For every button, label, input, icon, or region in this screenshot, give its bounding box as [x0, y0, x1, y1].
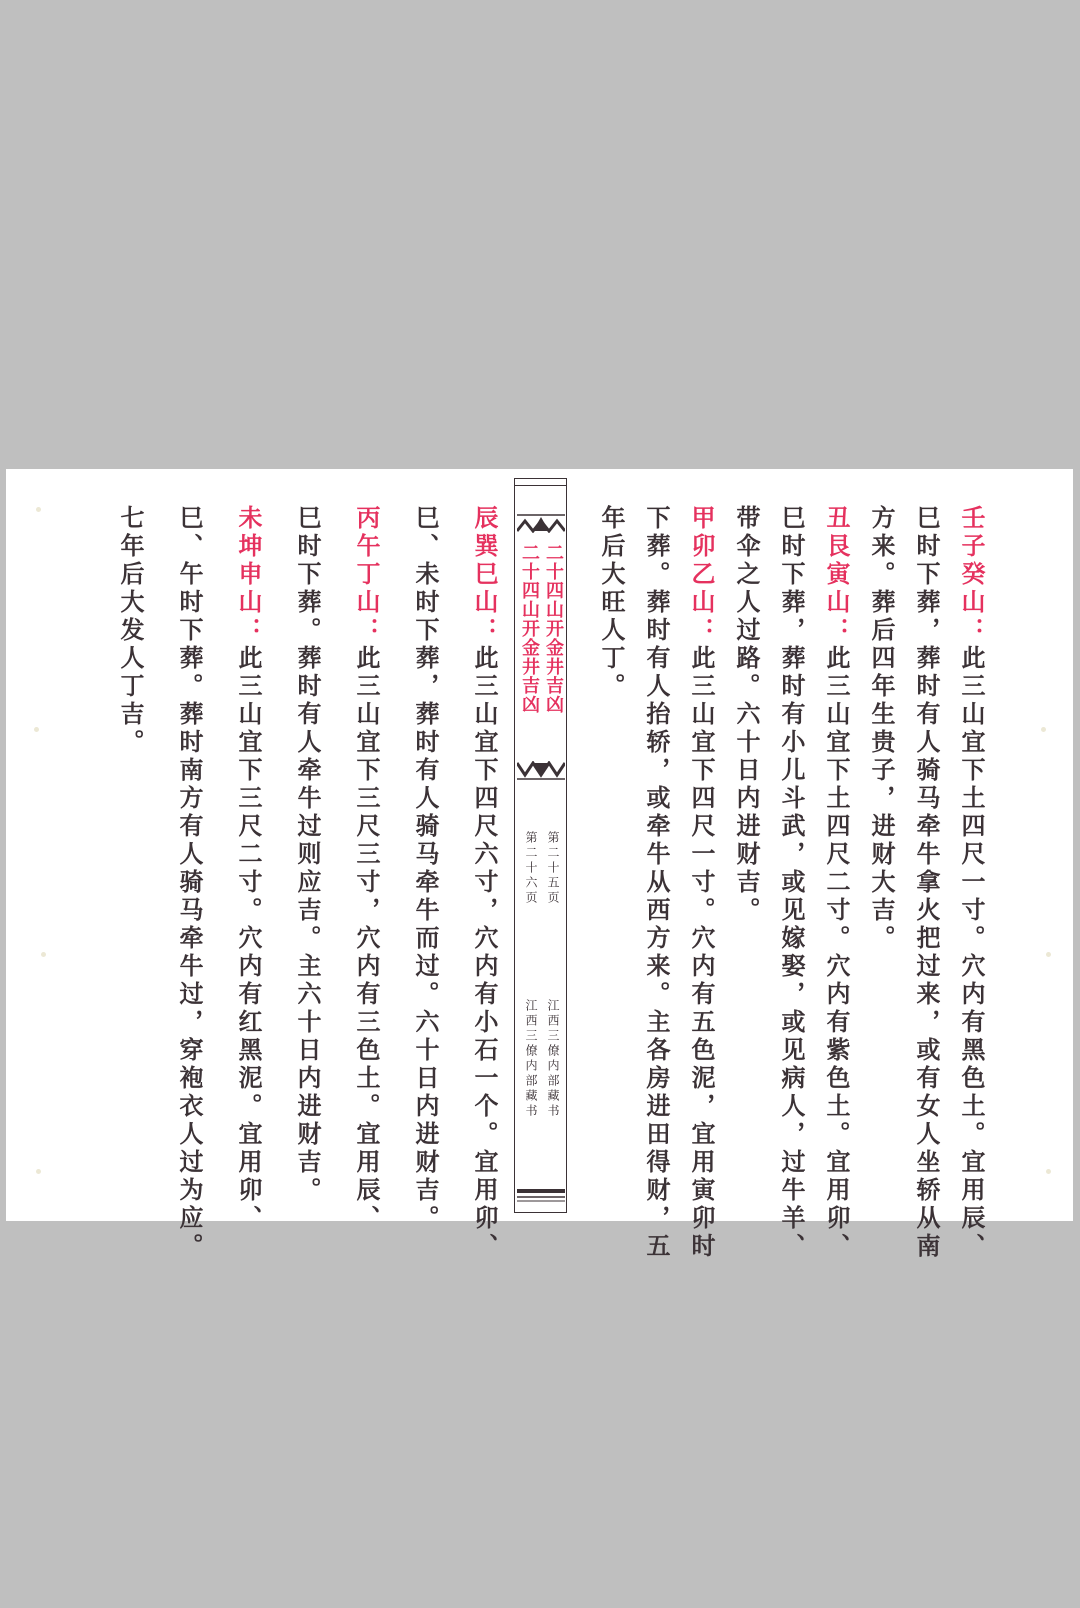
column-text: 此三山宜下四尺一寸。穴内有五色泥，宜用寅卯时 [687, 645, 715, 1261]
column-text: 下葬。葬时有人抬轿，或牵牛从西方来。主各房进田得财，五 [642, 505, 670, 1261]
text-column [349, 505, 383, 1233]
column-text: 方来。葬后四年生贵子，进财大吉。 [867, 505, 895, 953]
column-text: 七年后大发人丁吉。 [116, 505, 144, 757]
text-column [231, 505, 265, 1233]
column-text: 此三山宜下土四尺一寸。穴内有黑色土。宜用辰、 [957, 645, 985, 1261]
book-spread [6, 469, 1073, 1261]
text-column [774, 505, 808, 1261]
column-text: 带伞之人过路。六十日内进财吉。 [732, 505, 760, 925]
column-text: 此三山宜下四尺六寸，穴内有小石一个。宜用卯、 [470, 645, 498, 1261]
text-column [729, 505, 763, 925]
text-column [684, 505, 718, 1261]
text-column [954, 505, 988, 1261]
column-text: 巳时下葬，葬时有人骑马牵牛拿火把过来，或有女人坐轿从南 [912, 505, 940, 1261]
spine-ornament-top [517, 513, 565, 533]
paper-speck [36, 1169, 41, 1174]
column-text: 年后大旺人丁。 [597, 505, 625, 701]
page-number: 第二十六页 [524, 831, 538, 906]
spine-ornament-bottom [517, 1188, 565, 1202]
book-spine [514, 478, 567, 1213]
spine-title: 二十四山开金井吉凶 [519, 543, 540, 714]
text-column [172, 505, 206, 1261]
paper-speck [1041, 727, 1046, 732]
text-column [819, 505, 853, 1261]
text-column [290, 505, 324, 1205]
paper-speck [41, 952, 46, 957]
column-text: 巳、未时下葬，葬时有人骑马牵牛而过。六十日内进财吉。 [411, 505, 439, 1233]
section-heading: 辰巽巳山： [470, 505, 498, 645]
section-heading: 未坤申山： [234, 505, 262, 645]
text-column [594, 505, 628, 701]
text-column [864, 505, 898, 953]
collection-label: 江西三僚内部藏书 [546, 999, 560, 1119]
text-column [909, 505, 943, 1261]
section-heading: 甲卯乙山： [687, 505, 715, 645]
paper-speck [36, 507, 41, 512]
page-number: 第二十五页 [546, 831, 560, 906]
section-heading: 丑艮寅山： [822, 505, 850, 645]
spine-ornament-middle [517, 761, 565, 781]
column-text: 此三山宜下三尺三寸，穴内有三色土。宜用辰、 [352, 645, 380, 1233]
column-text: 巳时下葬。葬时有人牵牛过则应吉。主六十日内进财吉。 [293, 505, 321, 1205]
text-column [408, 505, 442, 1233]
section-heading: 壬子癸山： [957, 505, 985, 645]
column-text: 巳、午时下葬。葬时南方有人骑马牵牛过，穿袍衣人过为应。 [175, 505, 203, 1261]
paper-speck [1046, 952, 1051, 957]
paper-speck [1046, 1169, 1051, 1174]
collection-label: 江西三僚内部藏书 [524, 999, 538, 1119]
column-text: 此三山宜下土四尺二寸。穴内有紫色土。宜用卯、 [822, 645, 850, 1261]
text-column [113, 505, 147, 757]
column-text: 此三山宜下三尺二寸。穴内有红黑泥。宜用卯、 [234, 645, 262, 1233]
text-column [639, 505, 673, 1261]
section-heading: 丙午丁山： [352, 505, 380, 645]
spine-title: 二十四山开金井吉凶 [543, 543, 564, 714]
column-text: 巳时下葬，葬时有小儿斗武，或见嫁娶，或见病人，过牛羊、 [777, 505, 805, 1261]
text-column [467, 505, 501, 1261]
paper-speck [34, 727, 39, 732]
